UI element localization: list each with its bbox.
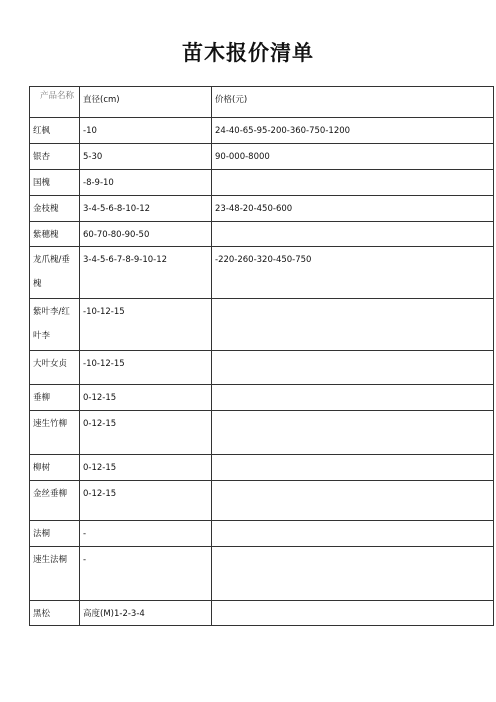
- header-cell-name: 产品名称: [30, 87, 80, 118]
- cell-diameter: 高度(M)1-2-3-4: [80, 601, 212, 626]
- cell-price: [212, 455, 494, 481]
- cell-price: [212, 521, 494, 547]
- table-row: [30, 170, 494, 196]
- cell-name: 金枝槐: [30, 196, 80, 222]
- table-row: [30, 481, 494, 521]
- table-row: [30, 118, 494, 144]
- cell-name: 法桐: [30, 521, 80, 547]
- table-row: [30, 144, 494, 170]
- cell-diameter: 0-12-15: [80, 411, 212, 455]
- table-row: [30, 455, 494, 481]
- cell-name: 金丝垂柳: [30, 481, 80, 521]
- cell-diameter: -10-12-15: [80, 351, 212, 385]
- cell-name: 柳树: [30, 455, 80, 481]
- cell-price: 90-000-8000: [212, 144, 494, 170]
- table-row: [30, 196, 494, 222]
- cell-name: 紫叶李/红叶李: [30, 299, 80, 351]
- cell-price: 23-48-20-450-600: [212, 196, 494, 222]
- cell-price: [212, 601, 494, 626]
- cell-price: [212, 481, 494, 521]
- table-row: [30, 385, 494, 411]
- cell-price: [212, 385, 494, 411]
- cell-diameter: 0-12-15: [80, 481, 212, 521]
- cell-name: 银杏: [30, 144, 80, 170]
- cell-diameter: 3-4-5-6-7-8-9-10-12: [80, 247, 212, 299]
- header-cell-diameter: 直径(cm): [80, 87, 212, 118]
- cell-price: [212, 222, 494, 247]
- cell-diameter: -: [80, 521, 212, 547]
- cell-name: 速生法桐: [30, 547, 80, 601]
- cell-name: 紫穗槐: [30, 222, 80, 247]
- cell-name: 大叶女贞: [30, 351, 80, 385]
- table-row: [30, 351, 494, 385]
- cell-diameter: -10: [80, 118, 212, 144]
- cell-name: 国槐: [30, 170, 80, 196]
- cell-name: 红枫: [30, 118, 80, 144]
- price-table: [29, 86, 494, 626]
- cell-diameter: 5-30: [80, 144, 212, 170]
- cell-diameter: -: [80, 547, 212, 601]
- cell-diameter: -10-12-15: [80, 299, 212, 351]
- cell-diameter: -8-9-10: [80, 170, 212, 196]
- cell-diameter: 60-70-80-90-50: [80, 222, 212, 247]
- table-row: [30, 521, 494, 547]
- table-row: [30, 601, 494, 626]
- header-cell-price: 价格(元): [212, 87, 494, 118]
- cell-name: 垂柳: [30, 385, 80, 411]
- cell-diameter: 0-12-15: [80, 385, 212, 411]
- cell-name: 速生竹柳: [30, 411, 80, 455]
- cell-price: [212, 351, 494, 385]
- cell-name: 龙爪槐/垂槐: [30, 247, 80, 299]
- cell-price: -220-260-320-450-750: [212, 247, 494, 299]
- cell-price: [212, 547, 494, 601]
- table-row: [30, 547, 494, 601]
- page-title: 苗木报价清单: [182, 41, 314, 65]
- table-row: [30, 411, 494, 455]
- table-row: [30, 299, 494, 351]
- cell-diameter: 0-12-15: [80, 455, 212, 481]
- cell-price: [212, 299, 494, 351]
- cell-diameter: 3-4-5-6-8-10-12: [80, 196, 212, 222]
- cell-price: [212, 170, 494, 196]
- table-row: [30, 247, 494, 299]
- cell-price: [212, 411, 494, 455]
- cell-price: 24-40-65-95-200-360-750-1200: [212, 118, 494, 144]
- table-row: [30, 222, 494, 247]
- cell-name: 黑松: [30, 601, 80, 626]
- table-header-row: [30, 87, 494, 118]
